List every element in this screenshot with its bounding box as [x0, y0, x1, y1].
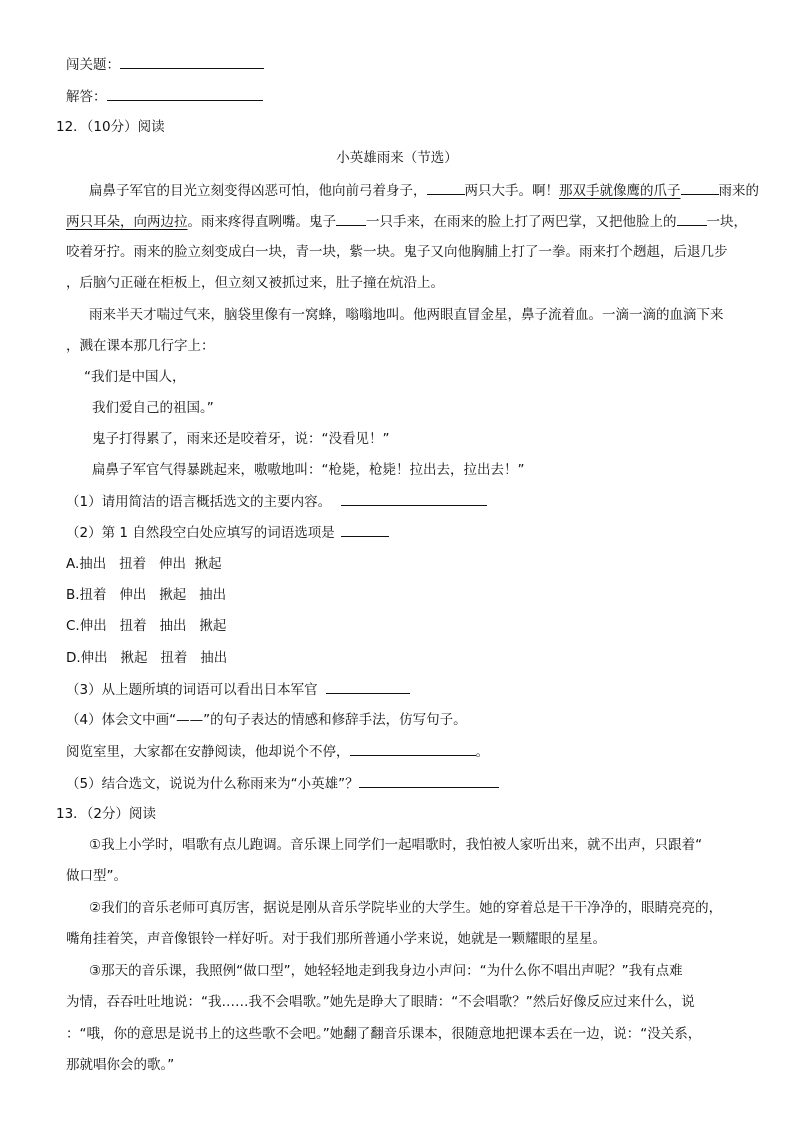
sub-question-text: （2）第 1 自然段空白处应填写的词语选项是 [66, 525, 335, 541]
sub-question-text: （5）结合选文，说说为什么称雨来为“小英雄”？ [66, 776, 359, 792]
sub5-answer-blank[interactable] [359, 773, 499, 788]
q13-p2-line2: 嘴角挂着笑，声音像银铃一样好听。对于我们那所普通小学来说，她就是一颗耀眼的星星。 [66, 931, 606, 947]
sub-question-5 [66, 773, 499, 794]
fill-blank-1[interactable] [427, 180, 465, 195]
passage-title: 小英雄雨来（节选） [336, 150, 458, 166]
q12-p3: 鬼子打得累了，雨来还是咬着牙，说：“没看见！” [92, 431, 390, 447]
question-answer-blank[interactable] [120, 54, 264, 69]
sub4-example-text: 阅览室里，大家都在安静阅读，他却说个不停， [66, 744, 350, 760]
sub-question-1 [66, 491, 487, 512]
q12-p1-line1 [89, 180, 759, 201]
q13-p3-line3: ：“哦，你的意思是说书上的这些歌不会吧。”她翻了翻音乐课本，很随意地把课本丢在一边，说：“没关系， [66, 1026, 702, 1042]
text-span: 一只手来，在雨来的脸上打了两巴掌，又把他脸上的 [366, 214, 677, 230]
fill-blank-3[interactable] [336, 211, 366, 226]
sub-question-text: （3）从上题所填的词语可以看出日本军官 [66, 682, 318, 698]
option-d[interactable]: D.伸出 揪起 扭着 抽出 [66, 650, 228, 666]
q12-p4: 扁鼻子军官气得暴跳起来，嗷嗷地叫：“枪毙，枪毙！拉出去，拉出去！” [92, 462, 525, 478]
text-span: 一块， [706, 214, 747, 230]
sub4-answer-blank[interactable] [350, 741, 476, 756]
answer-blank[interactable] [107, 86, 263, 101]
q13-p2-line1: ②我们的音乐老师可真厉害，据说是刚从音乐学院毕业的大学生。她的穿着总是干干净净的，眼睛亮亮的， [89, 900, 723, 916]
q13-p3-line1: ③那天的音乐课，我照例“做口型”，她轻轻地走到我身边小声问：“为什么你不唱出声呢？”我有点难 [89, 963, 683, 979]
sub3-answer-blank[interactable] [326, 679, 410, 694]
option-c[interactable]: C.伸出 扭着 抽出 揪起 [66, 618, 227, 634]
option-a[interactable]: A.抽出 扭着 伸出 揪起 [66, 556, 222, 572]
q12-p1-line4: ，后脑勺正碰在柜板上，但立刻又被抓过来，肚子撞在炕沿上。 [66, 275, 444, 291]
q13-p1-line1: ①我上小学时，唱歌有点儿跑调。音乐课上同学们一起唱歌时，我怕被人家听出来，就不出声，只跟着“ [89, 837, 703, 853]
text-span: 雨来的 [718, 183, 759, 199]
question-label-line [66, 54, 264, 75]
option-b[interactable]: B.扭着 伸出 揪起 抽出 [66, 587, 227, 603]
sub-question-3 [66, 679, 410, 700]
q13-p3-line2: 为情，吞吞吐吐地说：“我……我不会唱歌。”她先是睁大了眼睛：“不会唱歌？”然后好像反应过来什么，说 [66, 994, 695, 1010]
q12-title: 12．（10分）阅读 [56, 119, 165, 135]
q13-p1-line2: 做口型”。 [66, 868, 127, 884]
text-span: 两只大手。啊！ [464, 183, 559, 199]
sub-question-2 [66, 522, 389, 543]
fill-blank-2[interactable] [681, 180, 719, 195]
fill-blank-4[interactable] [677, 211, 707, 226]
answer-label: 解答： [66, 89, 107, 105]
q12-p1-line3: 咬着牙拧。雨来的脸立刻变成白一块，青一块，紫一块。鬼子又向他胸脯上打了一拳。雨来打个趔趄，后退几步 [66, 244, 728, 260]
quote-line1: “我们是中国人， [84, 369, 186, 385]
question-label: 闯关题： [66, 57, 120, 73]
text-span: 。雨来疼得直咧嘴。鬼子 [187, 214, 336, 230]
underlined-sentence: 两只耳朵，向两边拉 [66, 214, 188, 230]
text-span: 。 [475, 744, 489, 760]
q12-p2-line2: ，溅在课本那几行字上： [66, 338, 215, 354]
sub2-answer-blank[interactable] [341, 522, 389, 537]
answer-label-line [66, 86, 263, 107]
quote-line2: 我们爱自己的祖国。” [92, 400, 214, 416]
q12-p1-line2 [66, 211, 747, 232]
sub4-example-line [66, 741, 489, 762]
q13-title: 13．（2分）阅读 [56, 806, 157, 822]
underlined-sentence: 那双手就像鹰的爪子 [559, 183, 681, 199]
sub1-answer-blank[interactable] [341, 491, 487, 506]
sub-question-text: （1）请用简洁的语言概括选文的主要内容。 [66, 494, 332, 510]
q12-p2-line1: 雨来半天才喘过气来，脑袋里像有一窝蜂，嗡嗡地叫。他两眼直冒金星，鼻子流着血。一滴一滴的血滴下来 [89, 307, 724, 323]
text-span: 扁鼻子军官的目光立刻变得凶恶可怕，他向前弓着身子， [89, 183, 427, 199]
sub-question-4: （4）体会文中画“——”的句子表达的情感和修辞手法，仿写句子。 [66, 712, 467, 728]
q13-p3-line4: 那就唱你会的歌。” [66, 1057, 175, 1073]
